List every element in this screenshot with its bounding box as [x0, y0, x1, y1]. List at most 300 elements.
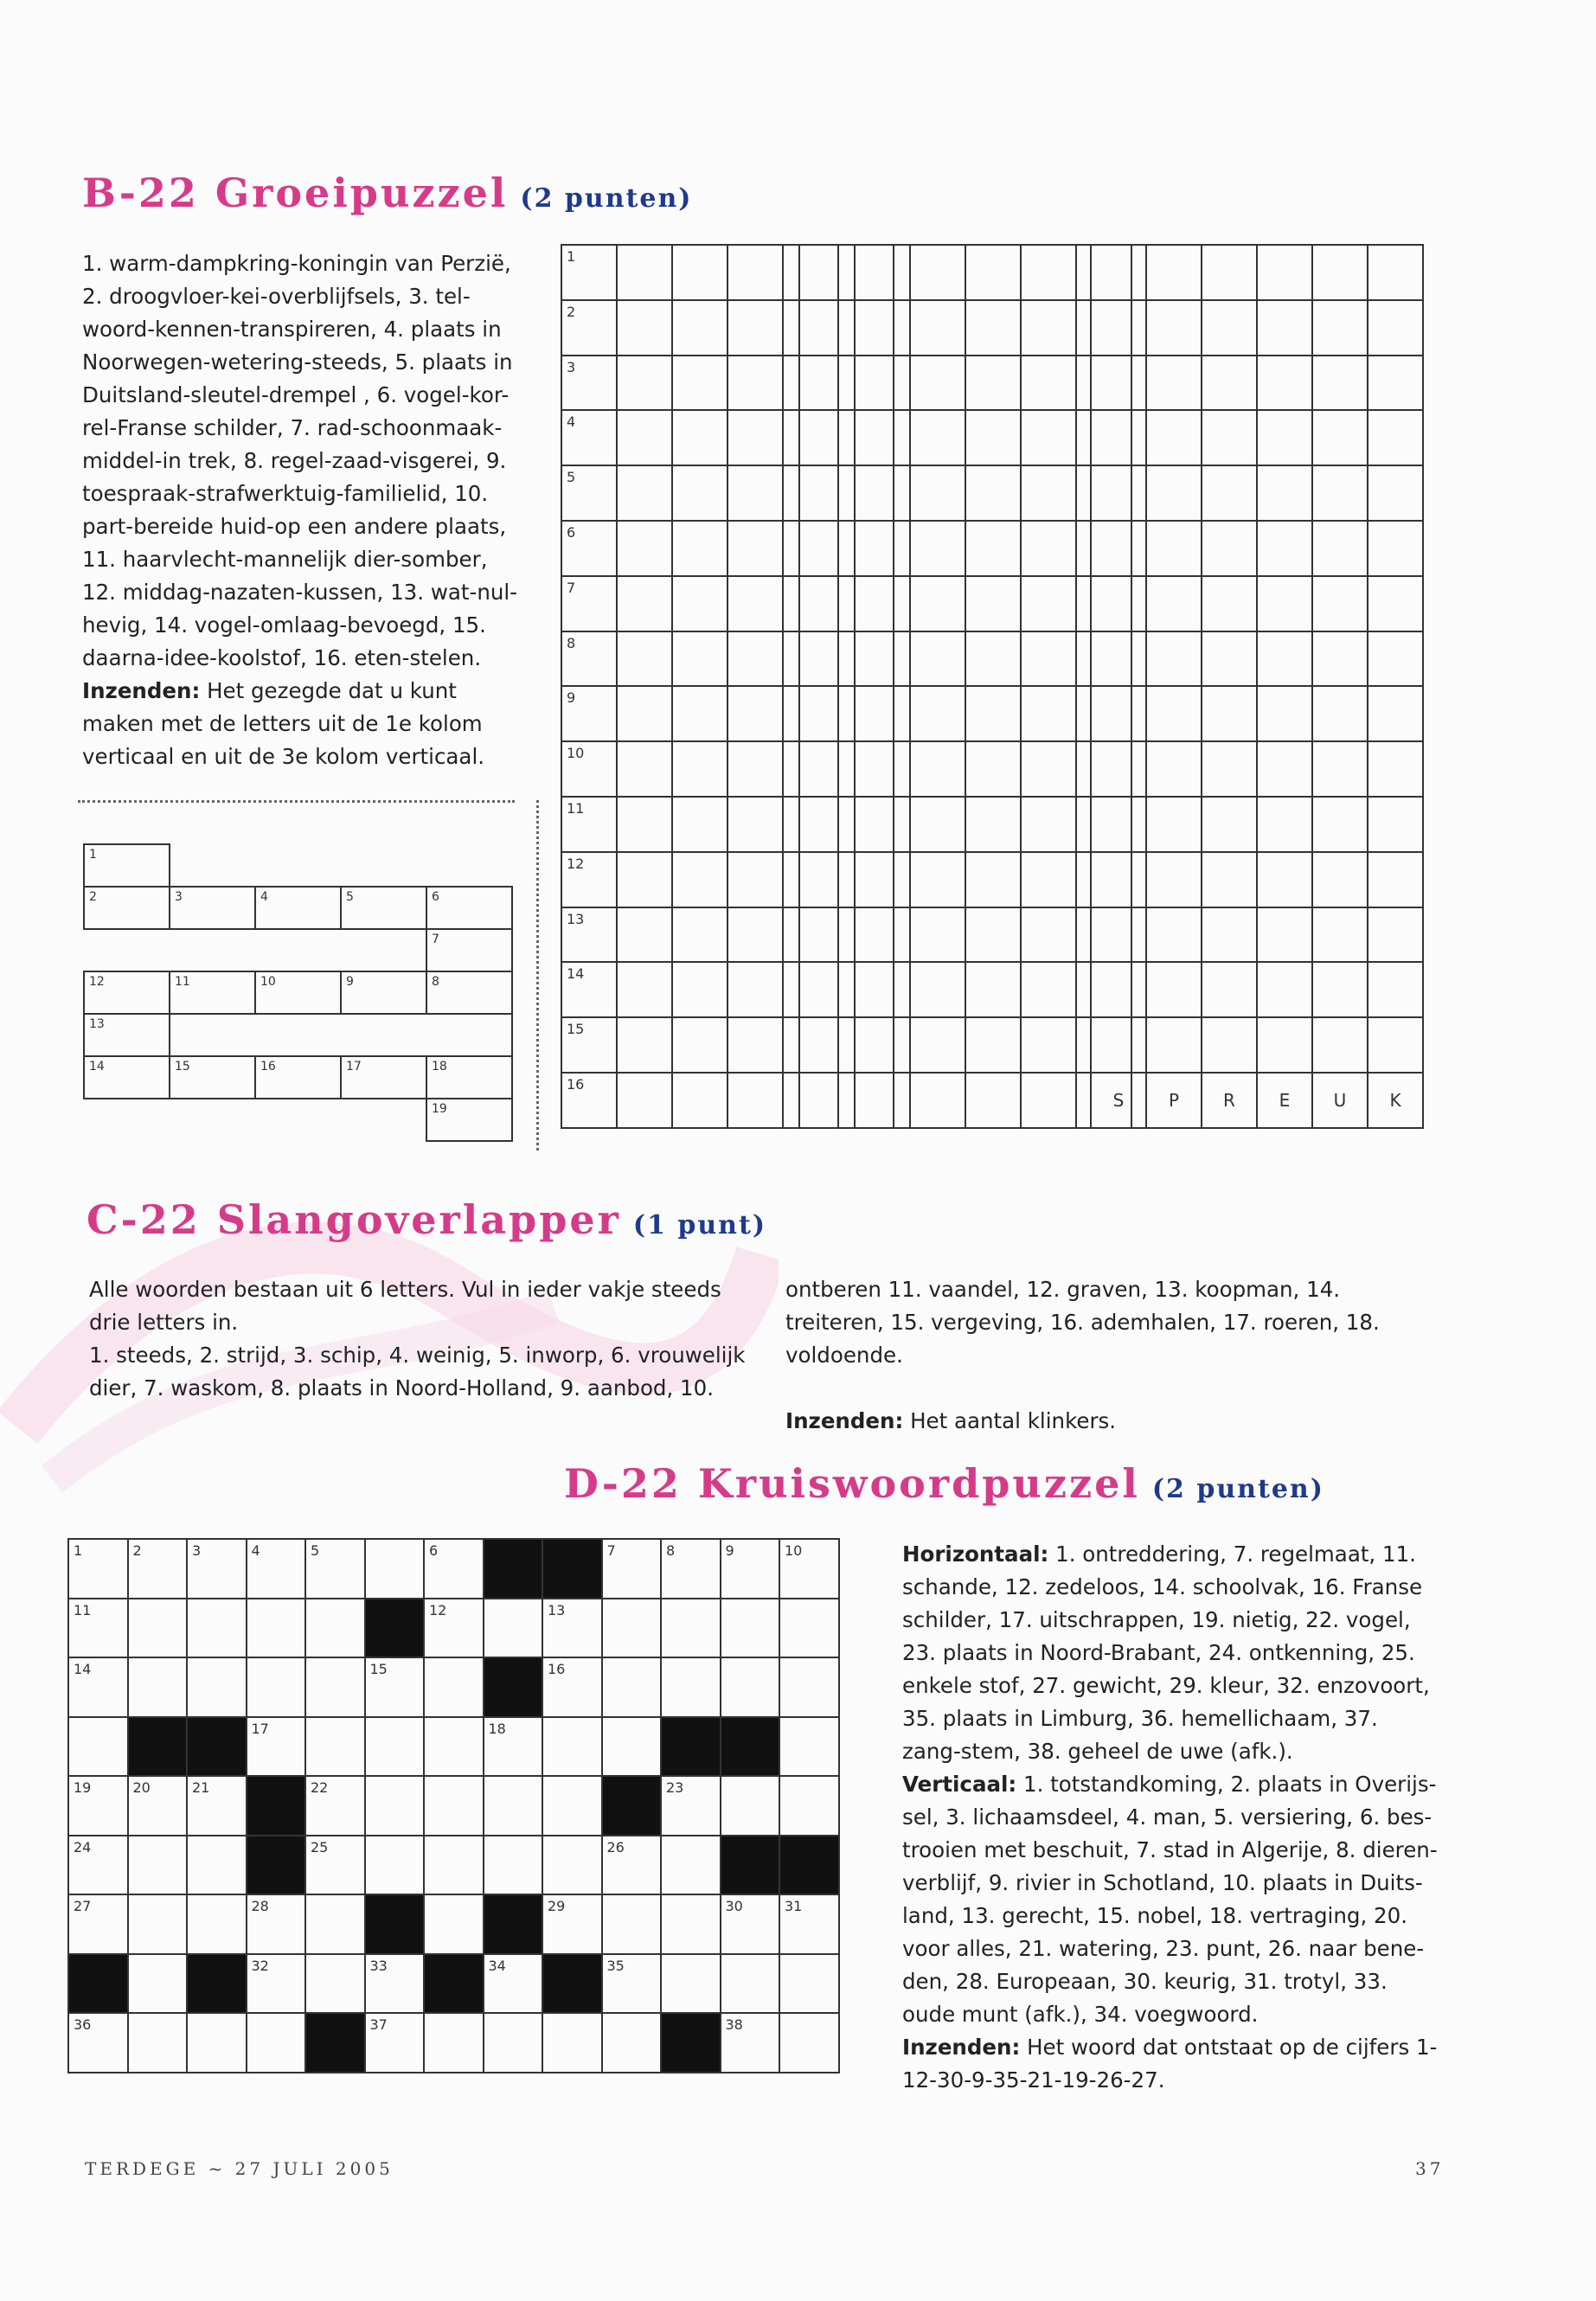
grid-cell[interactable] [1312, 741, 1368, 797]
grid-cell[interactable] [1202, 686, 1257, 741]
grid-cell[interactable] [1146, 852, 1202, 907]
crossword-cell[interactable] [128, 1657, 188, 1717]
grid-cell[interactable] [617, 797, 672, 852]
crossword-cell[interactable] [661, 1836, 721, 1895]
grid-cell[interactable] [799, 245, 855, 300]
grid-cell[interactable] [561, 1073, 617, 1128]
grid-cell[interactable] [672, 300, 727, 356]
grid-cell[interactable] [1368, 410, 1423, 465]
grid-cell[interactable] [910, 686, 965, 741]
grid-cell[interactable] [1091, 356, 1146, 411]
grid-cell[interactable] [617, 741, 672, 797]
crossword-cell[interactable] [424, 1657, 484, 1717]
grid-cell[interactable] [1368, 1073, 1423, 1128]
grid-cell[interactable] [1202, 521, 1257, 576]
crossword-cell[interactable] [247, 2013, 306, 2073]
crossword-cell[interactable] [247, 1539, 306, 1599]
crossword-cell[interactable] [424, 1599, 484, 1658]
grid-cell[interactable] [1146, 300, 1202, 356]
crossword-cell[interactable] [424, 1836, 484, 1895]
grid-cell[interactable] [727, 521, 783, 576]
grid-cell[interactable] [672, 907, 727, 963]
crossword-cell[interactable] [128, 1894, 188, 1954]
grid-cell[interactable] [727, 852, 783, 907]
crossword-cell[interactable] [779, 2013, 839, 2073]
grid-cell[interactable] [855, 1073, 910, 1128]
grid-cell[interactable] [727, 907, 783, 963]
grid-cell[interactable] [1368, 797, 1423, 852]
grid-cell[interactable] [965, 907, 1021, 963]
crossword-cell[interactable] [661, 1954, 721, 2014]
grid-cell[interactable] [672, 465, 727, 521]
grid-cell[interactable] [1368, 962, 1423, 1017]
crossword-cell[interactable] [128, 1776, 188, 1836]
grid-cell[interactable] [1091, 686, 1146, 741]
grid-cell[interactable] [855, 1017, 910, 1073]
grid-cell[interactable] [799, 521, 855, 576]
grid-cell[interactable] [617, 686, 672, 741]
crossword-cell[interactable] [661, 1657, 721, 1717]
grid-cell[interactable] [910, 852, 965, 907]
grid-cell[interactable] [855, 300, 910, 356]
crossword-cell[interactable] [542, 1836, 602, 1895]
grid-cell[interactable] [799, 962, 855, 1017]
grid-cell[interactable] [799, 741, 855, 797]
crossword-cell[interactable] [128, 1599, 188, 1658]
grid-cell[interactable] [1257, 852, 1312, 907]
grid-cell[interactable] [1368, 465, 1423, 521]
grid-cell[interactable] [1021, 245, 1076, 300]
grid-cell[interactable] [855, 465, 910, 521]
grid-cell[interactable] [672, 686, 727, 741]
grid-cell[interactable] [672, 962, 727, 1017]
grid-cell[interactable] [561, 907, 617, 963]
grid-cell[interactable] [910, 1073, 965, 1128]
crossword-cell[interactable] [128, 1836, 188, 1895]
grid-cell[interactable] [1368, 852, 1423, 907]
shape-cell[interactable] [340, 971, 427, 1015]
crossword-cell[interactable] [721, 1539, 780, 1599]
grid-cell[interactable] [1091, 741, 1146, 797]
grid-cell[interactable] [617, 1073, 672, 1128]
crossword-cell[interactable] [721, 2013, 780, 2073]
grid-cell[interactable] [1021, 521, 1076, 576]
shape-cell[interactable] [83, 886, 170, 930]
grid-cell[interactable] [799, 797, 855, 852]
crossword-cell[interactable] [484, 1954, 543, 2014]
grid-cell[interactable] [910, 245, 965, 300]
crossword-cell[interactable] [247, 1894, 306, 1954]
grid-cell[interactable] [799, 465, 855, 521]
grid-cell[interactable] [1146, 521, 1202, 576]
grid-cell[interactable] [965, 962, 1021, 1017]
grid-cell[interactable] [910, 576, 965, 631]
grid-cell[interactable] [1257, 245, 1312, 300]
grid-cell[interactable] [1091, 576, 1146, 631]
grid-cell[interactable] [561, 741, 617, 797]
grid-cell[interactable] [672, 1073, 727, 1128]
grid-cell[interactable] [727, 686, 783, 741]
crossword-cell[interactable] [542, 1894, 602, 1954]
grid-cell[interactable] [965, 797, 1021, 852]
shape-cell[interactable] [426, 928, 513, 972]
grid-cell[interactable] [965, 852, 1021, 907]
crossword-cell[interactable] [187, 2013, 247, 2073]
grid-cell[interactable] [855, 245, 910, 300]
grid-cell[interactable] [561, 356, 617, 411]
grid-cell[interactable] [617, 962, 672, 1017]
crossword-cell[interactable] [424, 1776, 484, 1836]
crossword-cell[interactable] [661, 1776, 721, 1836]
crossword-cell[interactable] [721, 1954, 780, 2014]
grid-cell[interactable] [855, 631, 910, 687]
crossword-cell[interactable] [365, 1954, 425, 2014]
shape-cell[interactable] [426, 1055, 513, 1099]
grid-cell[interactable] [910, 907, 965, 963]
grid-cell[interactable] [672, 521, 727, 576]
grid-cell[interactable] [1091, 521, 1146, 576]
grid-cell[interactable] [1368, 1017, 1423, 1073]
crossword-cell[interactable] [602, 1599, 662, 1658]
grid-cell[interactable] [561, 631, 617, 687]
grid-cell[interactable] [1021, 410, 1076, 465]
grid-cell[interactable] [1021, 356, 1076, 411]
grid-cell[interactable] [561, 962, 617, 1017]
crossword-cell[interactable] [779, 1894, 839, 1954]
grid-cell[interactable] [910, 521, 965, 576]
grid-cell[interactable] [1202, 797, 1257, 852]
crossword-cell[interactable] [484, 2013, 543, 2073]
crossword-cell[interactable] [602, 1657, 662, 1717]
grid-cell[interactable] [1146, 576, 1202, 631]
grid-cell[interactable] [1368, 521, 1423, 576]
grid-cell[interactable] [1257, 962, 1312, 1017]
grid-cell[interactable] [561, 576, 617, 631]
grid-cell[interactable] [1021, 907, 1076, 963]
shape-cell[interactable] [254, 971, 342, 1015]
crossword-cell[interactable] [484, 1776, 543, 1836]
grid-cell[interactable] [1202, 1017, 1257, 1073]
crossword-cell[interactable] [305, 1717, 365, 1777]
grid-cell[interactable] [1091, 465, 1146, 521]
crossword-cell[interactable] [68, 2013, 128, 2073]
crossword-cell[interactable] [721, 1894, 780, 1954]
grid-cell[interactable] [672, 852, 727, 907]
grid-cell[interactable] [727, 797, 783, 852]
grid-cell[interactable] [561, 465, 617, 521]
crossword-cell[interactable] [779, 1717, 839, 1777]
grid-cell[interactable] [965, 245, 1021, 300]
shape-row-bar[interactable] [83, 1013, 513, 1057]
shape-cell[interactable] [426, 886, 513, 930]
crossword-cell[interactable] [721, 1657, 780, 1717]
grid-cell[interactable] [1202, 410, 1257, 465]
crossword-cell[interactable] [305, 1776, 365, 1836]
crossword-cell[interactable] [484, 1599, 543, 1658]
grid-cell[interactable] [910, 1017, 965, 1073]
grid-cell[interactable] [561, 410, 617, 465]
shape-cell[interactable] [426, 1098, 513, 1142]
grid-cell[interactable] [1202, 907, 1257, 963]
grid-cell[interactable] [855, 410, 910, 465]
grid-cell[interactable] [965, 300, 1021, 356]
grid-cell[interactable] [617, 631, 672, 687]
grid-cell[interactable] [965, 465, 1021, 521]
grid-cell[interactable] [965, 1017, 1021, 1073]
crossword-cell[interactable] [68, 1657, 128, 1717]
grid-cell[interactable] [1368, 245, 1423, 300]
crossword-cell[interactable] [305, 1657, 365, 1717]
grid-cell[interactable] [1368, 576, 1423, 631]
grid-cell[interactable] [1146, 741, 1202, 797]
grid-cell[interactable] [727, 300, 783, 356]
crossword-cell[interactable] [247, 1954, 306, 2014]
shape-cell[interactable] [83, 843, 170, 888]
grid-cell[interactable] [910, 962, 965, 1017]
crossword-cell[interactable] [68, 1894, 128, 1954]
grid-cell[interactable] [965, 631, 1021, 687]
grid-cell[interactable] [617, 907, 672, 963]
grid-cell[interactable] [561, 797, 617, 852]
grid-cell[interactable] [1091, 852, 1146, 907]
grid-cell[interactable] [855, 741, 910, 797]
crossword-cell[interactable] [602, 2013, 662, 2073]
crossword-cell[interactable] [128, 1954, 188, 2014]
grid-cell[interactable] [799, 356, 855, 411]
grid-cell[interactable] [1021, 576, 1076, 631]
grid-cell[interactable] [617, 521, 672, 576]
grid-cell[interactable] [1202, 356, 1257, 411]
grid-cell[interactable] [672, 410, 727, 465]
grid-cell[interactable] [1202, 576, 1257, 631]
grid-cell[interactable] [910, 741, 965, 797]
crossword-cell[interactable] [484, 1717, 543, 1777]
grid-cell[interactable] [1091, 797, 1146, 852]
grid-cell[interactable] [1202, 1073, 1257, 1128]
grid-cell[interactable] [1021, 1017, 1076, 1073]
crossword-cell[interactable] [365, 1836, 425, 1895]
grid-cell[interactable] [1146, 245, 1202, 300]
crossword-cell[interactable] [187, 1894, 247, 1954]
grid-cell[interactable] [910, 356, 965, 411]
crossword-cell[interactable] [365, 1539, 425, 1599]
grid-cell[interactable] [799, 907, 855, 963]
grid-cell[interactable] [1021, 797, 1076, 852]
crossword-cell[interactable] [68, 1599, 128, 1658]
grid-cell[interactable] [617, 300, 672, 356]
grid-cell[interactable] [1146, 631, 1202, 687]
grid-cell[interactable] [1021, 852, 1076, 907]
grid-cell[interactable] [1146, 962, 1202, 1017]
grid-cell[interactable] [1368, 907, 1423, 963]
crossword-cell[interactable] [661, 1894, 721, 1954]
shape-cell[interactable] [169, 1055, 256, 1099]
grid-cell[interactable] [1257, 356, 1312, 411]
grid-cell[interactable] [1368, 356, 1423, 411]
crossword-cell[interactable] [661, 1539, 721, 1599]
grid-cell[interactable] [727, 356, 783, 411]
crossword-cell[interactable] [68, 1539, 128, 1599]
grid-cell[interactable] [799, 410, 855, 465]
grid-cell[interactable] [855, 521, 910, 576]
grid-cell[interactable] [910, 631, 965, 687]
grid-cell[interactable] [561, 852, 617, 907]
grid-cell[interactable] [1257, 410, 1312, 465]
grid-cell[interactable] [965, 1073, 1021, 1128]
grid-cell[interactable] [1312, 907, 1368, 963]
grid-cell[interactable] [561, 245, 617, 300]
grid-cell[interactable] [855, 907, 910, 963]
grid-cell[interactable] [855, 852, 910, 907]
grid-cell[interactable] [1312, 797, 1368, 852]
crossword-cell[interactable] [187, 1539, 247, 1599]
grid-cell[interactable] [1257, 907, 1312, 963]
grid-cell[interactable] [1091, 1073, 1146, 1128]
grid-cell[interactable] [1146, 1073, 1202, 1128]
grid-cell[interactable] [1146, 410, 1202, 465]
crossword-cell[interactable] [602, 1894, 662, 1954]
grid-cell[interactable] [1312, 465, 1368, 521]
crossword-cell[interactable] [365, 1776, 425, 1836]
crossword-cell[interactable] [542, 1657, 602, 1717]
grid-cell[interactable] [727, 1017, 783, 1073]
grid-cell[interactable] [799, 300, 855, 356]
grid-cell[interactable] [855, 686, 910, 741]
crossword-cell[interactable] [424, 1717, 484, 1777]
grid-cell[interactable] [1368, 686, 1423, 741]
shape-cell[interactable] [340, 886, 427, 930]
grid-cell[interactable] [799, 852, 855, 907]
crossword-cell[interactable] [602, 1836, 662, 1895]
grid-cell[interactable] [1091, 245, 1146, 300]
grid-cell[interactable] [1091, 1017, 1146, 1073]
crossword-cell[interactable] [365, 2013, 425, 2073]
grid-cell[interactable] [1021, 686, 1076, 741]
crossword-cell[interactable] [779, 1776, 839, 1836]
crossword-cell[interactable] [602, 1717, 662, 1777]
grid-cell[interactable] [1091, 962, 1146, 1017]
crossword-cell[interactable] [305, 1894, 365, 1954]
grid-cell[interactable] [965, 741, 1021, 797]
grid-cell[interactable] [727, 576, 783, 631]
grid-cell[interactable] [1146, 465, 1202, 521]
shape-cell[interactable] [169, 886, 256, 930]
grid-cell[interactable] [672, 1017, 727, 1073]
crossword-cell[interactable] [305, 1599, 365, 1658]
grid-cell[interactable] [1257, 1017, 1312, 1073]
grid-cell[interactable] [1257, 686, 1312, 741]
grid-cell[interactable] [1021, 300, 1076, 356]
grid-cell[interactable] [910, 797, 965, 852]
grid-cell[interactable] [561, 686, 617, 741]
grid-cell[interactable] [617, 410, 672, 465]
grid-cell[interactable] [1091, 410, 1146, 465]
grid-cell[interactable] [855, 797, 910, 852]
grid-cell[interactable] [1021, 1073, 1076, 1128]
crossword-cell[interactable] [187, 1836, 247, 1895]
crossword-cell[interactable] [602, 1539, 662, 1599]
crossword-cell[interactable] [602, 1954, 662, 2014]
grid-cell[interactable] [1021, 631, 1076, 687]
grid-cell[interactable] [1202, 962, 1257, 1017]
grid-cell[interactable] [1146, 907, 1202, 963]
grid-cell[interactable] [727, 410, 783, 465]
crossword-cell[interactable] [305, 1836, 365, 1895]
grid-cell[interactable] [1257, 576, 1312, 631]
grid-cell[interactable] [799, 686, 855, 741]
grid-cell[interactable] [1021, 962, 1076, 1017]
grid-cell[interactable] [799, 576, 855, 631]
grid-cell[interactable] [561, 300, 617, 356]
grid-cell[interactable] [672, 576, 727, 631]
grid-cell[interactable] [561, 1017, 617, 1073]
crossword-cell[interactable] [661, 1599, 721, 1658]
crossword-cell[interactable] [128, 2013, 188, 2073]
grid-cell[interactable] [1312, 1073, 1368, 1128]
crossword-cell[interactable] [721, 1776, 780, 1836]
grid-cell[interactable] [1257, 300, 1312, 356]
crossword-cell[interactable] [247, 1657, 306, 1717]
grid-cell[interactable] [910, 410, 965, 465]
grid-cell[interactable] [1312, 962, 1368, 1017]
grid-cell[interactable] [1312, 245, 1368, 300]
grid-cell[interactable] [1021, 741, 1076, 797]
grid-cell[interactable] [617, 1017, 672, 1073]
grid-cell[interactable] [617, 245, 672, 300]
grid-cell[interactable] [1021, 465, 1076, 521]
grid-cell[interactable] [855, 576, 910, 631]
grid-cell[interactable] [727, 741, 783, 797]
grid-cell[interactable] [1146, 1017, 1202, 1073]
grid-cell[interactable] [1312, 631, 1368, 687]
crossword-cell[interactable] [247, 1717, 306, 1777]
grid-cell[interactable] [727, 1073, 783, 1128]
crossword-cell[interactable] [721, 1599, 780, 1658]
grid-cell[interactable] [1257, 1073, 1312, 1128]
grid-cell[interactable] [1312, 1017, 1368, 1073]
grid-cell[interactable] [910, 300, 965, 356]
grid-cell[interactable] [1146, 686, 1202, 741]
grid-cell[interactable] [965, 410, 1021, 465]
grid-cell[interactable] [1368, 300, 1423, 356]
crossword-cell[interactable] [779, 1599, 839, 1658]
crossword-cell[interactable] [779, 1539, 839, 1599]
grid-cell[interactable] [965, 576, 1021, 631]
crossword-cell[interactable] [68, 1717, 128, 1777]
crossword-cell[interactable] [365, 1717, 425, 1777]
grid-cell[interactable] [855, 962, 910, 1017]
grid-cell[interactable] [855, 356, 910, 411]
grid-cell[interactable] [1312, 686, 1368, 741]
crossword-cell[interactable] [305, 1954, 365, 2014]
crossword-cell[interactable] [542, 1717, 602, 1777]
shape-cell[interactable] [169, 971, 256, 1015]
grid-cell[interactable] [1257, 631, 1312, 687]
grid-cell[interactable] [1257, 521, 1312, 576]
crossword-cell[interactable] [68, 1836, 128, 1895]
grid-cell[interactable] [1312, 852, 1368, 907]
shape-cell[interactable] [83, 971, 170, 1015]
grid-cell[interactable] [1202, 245, 1257, 300]
crossword-cell[interactable] [305, 1539, 365, 1599]
grid-cell[interactable] [965, 521, 1021, 576]
grid-cell[interactable] [1202, 300, 1257, 356]
grid-cell[interactable] [1202, 465, 1257, 521]
grid-cell[interactable] [1312, 300, 1368, 356]
grid-cell[interactable] [965, 686, 1021, 741]
grid-cell[interactable] [1257, 465, 1312, 521]
grid-cell[interactable] [561, 521, 617, 576]
